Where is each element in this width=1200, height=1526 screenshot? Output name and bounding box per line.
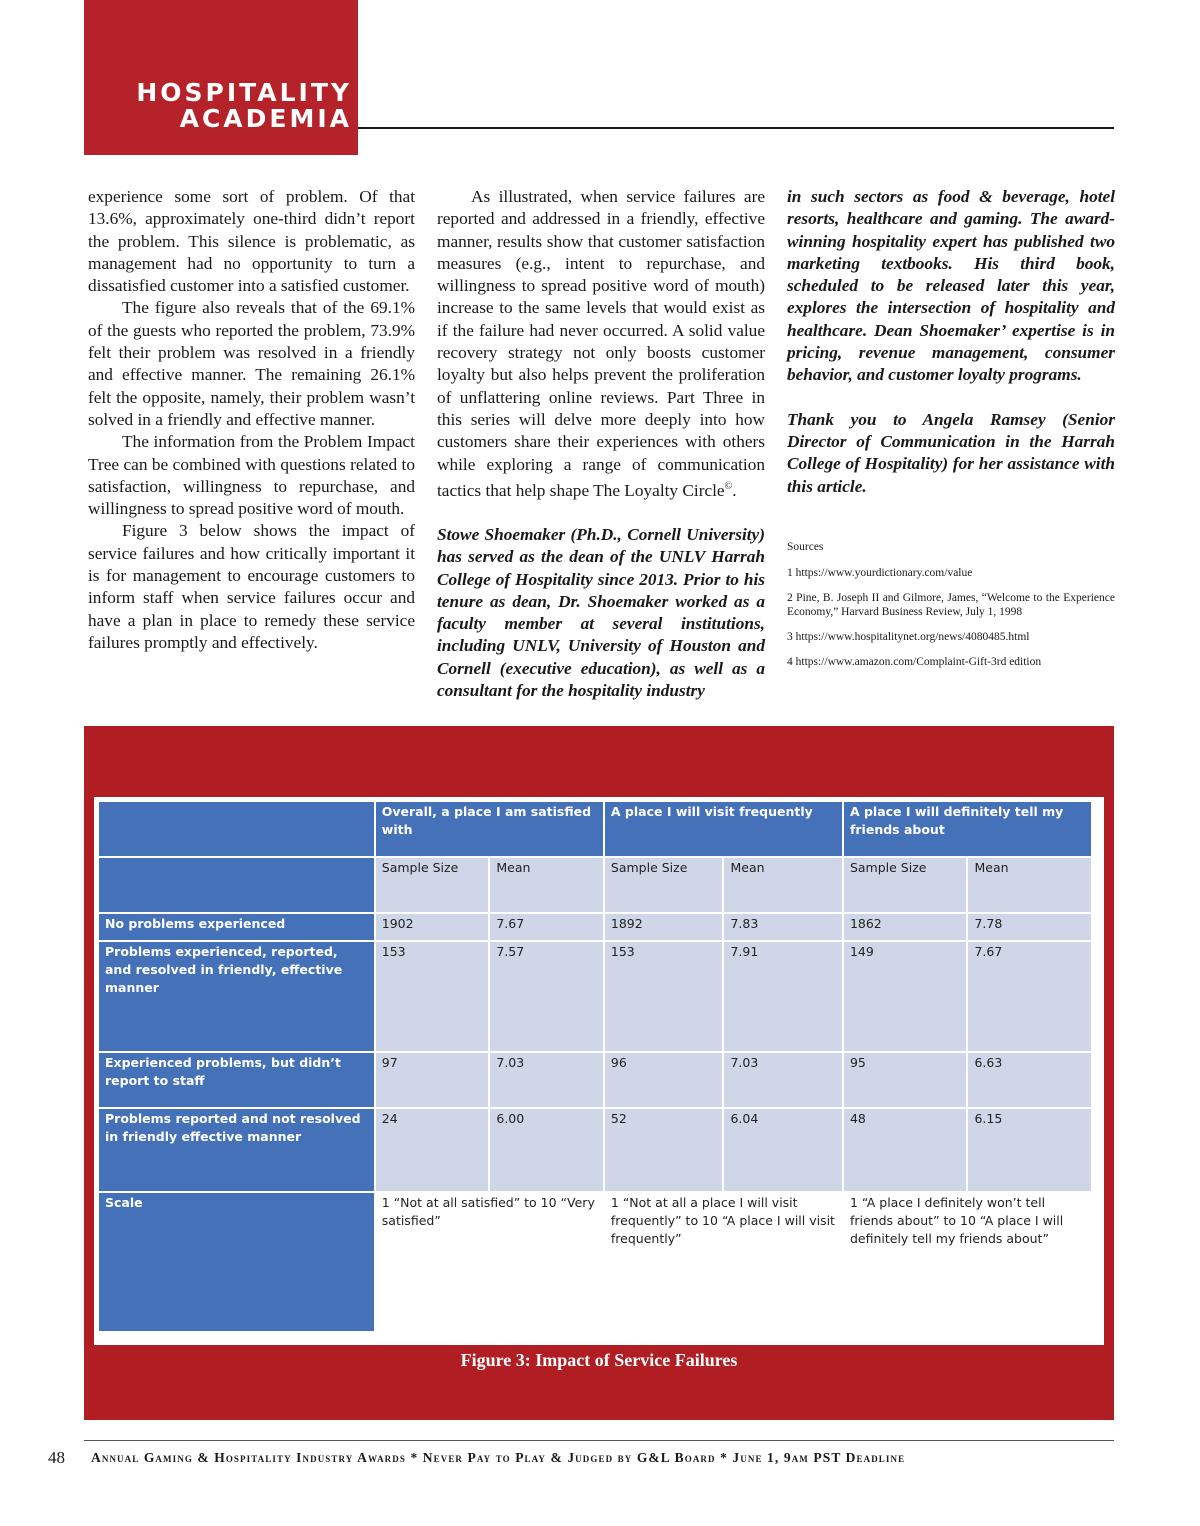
table-cell: 95 — [844, 1053, 967, 1107]
table-corner — [99, 858, 374, 912]
paragraph: The information from the Problem Impact Tree can be combined with questions related to satisfaction, willingness to repurchase, and willingness to spread positive word of mouth. — [88, 432, 415, 519]
table-row — [99, 914, 1091, 940]
section-title — [136, 80, 352, 132]
table-cell: 7.83 — [724, 914, 841, 940]
acknowledgement: Thank you to Angela Ramsey (Senior Director of Communication in the Harrah College of Hospitality) for her assistance with this article. — [787, 409, 1115, 496]
footer-banner-text: Annual Gaming & Hospitality Industry Awards * Never Pay to Play & Judged by G&L Board * June 1, 9am PST Deadline — [91, 1450, 906, 1465]
row-label: No problems experienced — [99, 914, 374, 940]
paragraph: The figure also reveals that of the 69.1% of the guests who reported the problem, 73.9% felt their problem was resolved in a friendly and effective manner. The remaining 26.1% felt the opposite, namely, their problem wasn’t solved in a friendly and effective manner. — [88, 298, 415, 429]
row-label: Problems reported and not resolved in friendly effective manner — [99, 1109, 374, 1191]
section-banner — [84, 0, 358, 155]
source-item: 4 https://www.amazon.com/Complaint-Gift-3rd edition — [787, 655, 1042, 668]
table-cell: 7.67 — [490, 914, 603, 940]
header-rule — [358, 127, 1114, 129]
table-cell: 149 — [844, 942, 967, 1051]
paragraph-end: . — [732, 480, 737, 500]
author-bio: Stowe Shoemaker (Ph.D., Cornell University) has served as the dean of the UNLV Harrah College of Hospitality since 2013. Prior to his tenure as dean, Dr. Shoemaker worked as a faculty member at several institutions, including UNLV, University of Houston and Cornell (executive education), as well as a consultant for the hospitality industry — [437, 524, 765, 700]
source-item: 1 https://www.yourdictionary.com/value — [787, 566, 973, 579]
figure-caption: Figure 3: Impact of Service Failures — [460, 1350, 738, 1370]
table-cell: 1892 — [605, 914, 723, 940]
footer-rule — [84, 1440, 1114, 1441]
source-item: 3 https://www.hospitalitynet.org/news/4080485.html — [787, 630, 1030, 643]
column-header: A place I will visit frequently — [605, 802, 842, 856]
subheader: Mean — [724, 858, 841, 912]
paragraph: Figure 3 below shows the impact of service failures and how critically important it is for management to encourage customers to inform staff when service failures occur and have a plan in place to remedy these service failures promptly and effectively. — [88, 521, 415, 652]
row-label: Scale — [99, 1193, 374, 1331]
column-header: A place I will definitely tell my friends about — [844, 802, 1091, 856]
table-cell: 24 — [376, 1109, 489, 1191]
subheader: Mean — [490, 858, 603, 912]
paragraph — [437, 186, 765, 502]
service-failure-table — [97, 800, 1093, 1333]
article-column-2 — [437, 186, 765, 702]
scale-cell: 1 “A place I definitely won’t tell friends about” to 10 “A place I will definitely tell my friends about” — [844, 1193, 1091, 1331]
article-column-3 — [787, 186, 1115, 680]
sources-list — [787, 540, 1115, 669]
table-cell: 153 — [605, 942, 723, 1051]
subheader: Mean — [968, 858, 1091, 912]
table-row — [99, 1193, 1091, 1331]
table-cell: 7.03 — [724, 1053, 841, 1107]
table-cell: 7.57 — [490, 942, 603, 1051]
table-cell: 6.04 — [724, 1109, 841, 1191]
subheader: Sample Size — [605, 858, 723, 912]
table-cell: 7.91 — [724, 942, 841, 1051]
author-bio-continued: in such sectors as food & beverage, hotel resorts, healthcare and gaming. The award-winning hospitality expert has published two marketing textbooks. His third book, scheduled to be released later this year, explores the intersection of hospitality and healthcare. Dean Shoemaker’ expertise is in pricing, revenue management, consumer behavior, and customer loyalty programs. — [787, 187, 1115, 385]
table-cell: 48 — [844, 1109, 967, 1191]
paragraph: experience some sort of problem. Of that 13.6%, approximately one-third didn’t report the problem. This silence is problematic, as management had no opportunity to turn a dissatisfied customer into a satisfied customer. — [88, 187, 415, 296]
row-label: Problems experienced, reported, and resolved in friendly, effective manner — [99, 942, 374, 1051]
table-cell: 6.00 — [490, 1109, 603, 1191]
table-row — [99, 1109, 1091, 1191]
table-row — [99, 942, 1091, 1051]
table-cell: 6.63 — [968, 1053, 1091, 1107]
scale-cell: 1 “Not at all satisfied” to 10 “Very satisfied” — [376, 1193, 603, 1331]
section-title-line1: HOSPITALITY — [136, 78, 352, 107]
table-cell: 7.78 — [968, 914, 1091, 940]
table-cell: 96 — [605, 1053, 723, 1107]
table-cell: 1902 — [376, 914, 489, 940]
source-item: 2 Pine, B. Joseph II and Gilmore, James, “Welcome to the Experience Economy,” Harvard Business Review, July 1, 1998 — [787, 591, 1115, 618]
subheader: Sample Size — [844, 858, 967, 912]
table-cell: 97 — [376, 1053, 489, 1107]
table-cell: 1862 — [844, 914, 967, 940]
subheader: Sample Size — [376, 858, 489, 912]
table-cell: 153 — [376, 942, 489, 1051]
table-cell: 7.03 — [490, 1053, 603, 1107]
copyright-mark: © — [724, 480, 733, 492]
table-corner — [99, 802, 374, 856]
table-cell: 6.15 — [968, 1109, 1091, 1191]
scale-cell: 1 “Not at all a place I will visit frequently” to 10 “A place I will visit frequently” — [605, 1193, 842, 1331]
table-cell: 52 — [605, 1109, 723, 1191]
table-row — [99, 1053, 1091, 1107]
section-title-line2: ACADEMIA — [179, 104, 352, 133]
table-cell: 7.67 — [968, 942, 1091, 1051]
row-label: Experienced problems, but didn’t report to staff — [99, 1053, 374, 1107]
paragraph-text: As illustrated, when service failures are reported and addressed in a friendly, effective manner, results show that customer satisfaction measures (e.g., intent to repurchase, and willingness to spread positive word of mouth) increase to the same levels that would exist as if the failure had never occurred. A solid value recovery strategy not only boosts customer loyalty but also helps prevent the proliferation of unflattering online reviews. Part Three in this series will delve more deeply into how customers share their experiences with others while exploring a range of communication tactics that help shape The Loyalty Circle — [437, 187, 765, 500]
article-column-1 — [88, 186, 415, 654]
sources-heading: Sources — [787, 540, 824, 553]
page-number: 48 — [48, 1448, 65, 1467]
column-header: Overall, a place I am satisfied with — [376, 802, 603, 856]
